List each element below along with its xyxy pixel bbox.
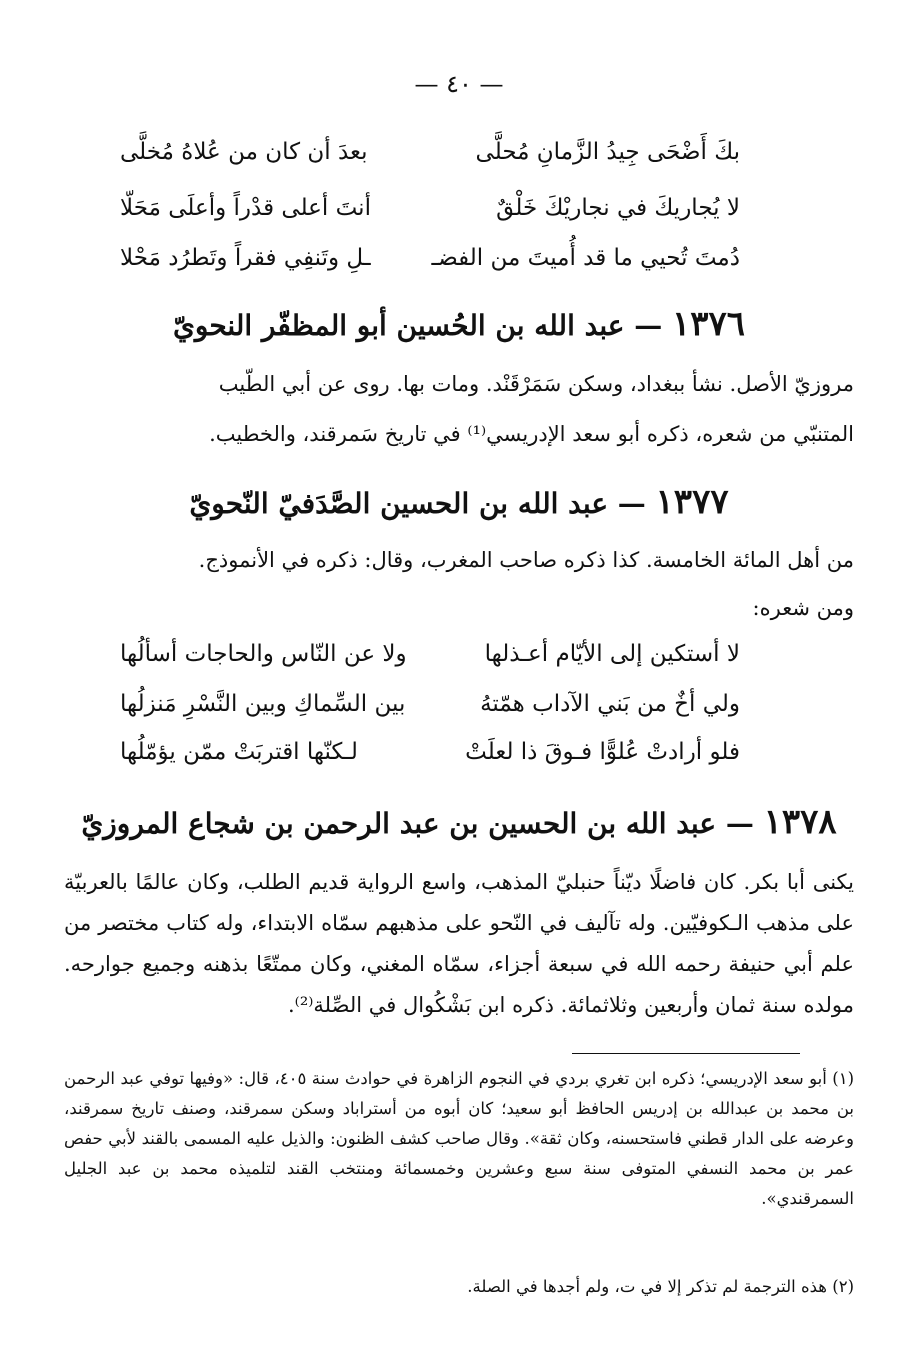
entry-dash: — xyxy=(634,309,663,342)
verse-line xyxy=(120,236,740,280)
verse-line xyxy=(120,130,740,174)
verse-hemistich-second: ـلِ وتَنفِي فقراً وتَطرُد مَحْلا xyxy=(120,245,371,271)
page-number: — ٤٠ — xyxy=(414,70,504,98)
entry-text-line: من أهل المائة الخامسة. كذا ذكره صاحب المغرب، وقال: ذكره في الأنموذج. xyxy=(198,548,854,572)
verse-hemistich-first: بكَ أَضْحَى جِيدُ الزَّمانِ مُحلَّى xyxy=(475,139,740,165)
entry-dash: — xyxy=(725,807,754,840)
entry-number: ١٣٧٦ xyxy=(671,304,746,344)
verse-line xyxy=(120,186,740,230)
verse-line xyxy=(120,730,740,774)
entry-text-line: المتنبّي من شعره، ذكره أبو سعد الإدريسي⁽¹⁾ في تاريخ سَمرقند، والخطيب. xyxy=(209,422,854,446)
verse-hemistich-first: فلو أرادتْ عُلوًّا فـوقَ ذا لعلَتْ xyxy=(465,739,740,765)
entry-text-line: مروزيّ الأصل. نشأ ببغداد، وسكن سَمَرْقَنْد. ومات بها. روى عن أبي الطّيب xyxy=(218,372,854,396)
entry-heading-1378 xyxy=(60,802,858,842)
entry-heading-1376 xyxy=(60,304,858,344)
verse-hemistich-first: دُمتَ تُحيي ما قد أُميتَ من الفضـ xyxy=(431,245,740,271)
footnote-1: (١) أبو سعد الإدريسي؛ ذكره ابن تغري بردي في النجوم الزاهرة في حوادث سنة ٤٠٥، قال: «وفيها توفي عبد الرحمن بن محمد بن عبدالله بن إدريس الحافظ أبو سعيد؛ كان أبوه من أستراباد وسكن سمرقند، وصنف تاريخ سمرقند، وعرضه على الدار قطني فاستحسنه، وكان ثقة». وقال صاحب كشف الظنون: والذيل عليه المسمى بالقند لأبي حفص عمر بن محمد النسفي المتوفى سنة سبع وعشرين وخمسمائة ومنتخب القند لتلميذه محمد بن عبد الجليل السمرقندي». xyxy=(64,1069,854,1208)
verse-hemistich-second: ولا عن النّاس والحاجات أسألُها xyxy=(120,641,407,667)
verse-hemistich-first: لا يُجاريكَ في نجاريْكَ خَلْقٌ xyxy=(496,195,740,221)
entry-heading-1377 xyxy=(60,482,858,522)
entry-name: عبد الله بن الحُسين أبو المظفّر النحويّ xyxy=(172,309,625,342)
verse-hemistich-second: بين السِّماكِ وبين النَّسْرِ مَنزلُها xyxy=(120,691,406,717)
entry-name: عبد الله بن الحسين الصَّدَفيّ النّحويّ xyxy=(189,487,609,520)
entry-number: ١٣٧٧ xyxy=(655,482,729,522)
entry-number: ١٣٧٨ xyxy=(763,802,837,842)
verse-hemistich-second: أنتَ أعلى قدْراً وأعلَى مَحَلّا xyxy=(120,195,371,221)
verse-hemistich-second: بعدَ أن كان من عُلاهُ مُخلَّى xyxy=(120,139,368,165)
verse-line xyxy=(120,682,740,726)
verse-line xyxy=(120,632,740,676)
entry-paragraph: يكنى أبا بكر. كان فاضلًا ديّناً حنبليّ المذهب، واسع الرواية قديم الطلب، وكان عالمًا بالعربيّة على مذهب الـكوفيّين. وله تآليف في النّحو على مذهبهم سمّاه الابتداء، وله كتاب مختصر من علم أبي حنيفة رحمه الله في سبعة أجزاء، سمّاه المغني، وكان ممتّعًا بذهنه وجميع جوارحه. مولده سنة ثمان وأربعين وثلاثمائة. ذكره ابن بَشْكُوال في الصِّلة⁽²⁾. xyxy=(64,870,854,1017)
footnote-divider xyxy=(572,1053,800,1054)
poem-intro: ومن شعره: xyxy=(752,596,854,620)
verse-hemistich-first: لا أستكين إلى الأيّام أعـذلها xyxy=(484,641,740,667)
verse-hemistich-second: لـكنّها اقتربَتْ ممّن يؤمّلُها xyxy=(120,739,358,765)
entry-name: عبد الله بن الحسين بن عبد الرحمن بن شجاع المروزيّ xyxy=(81,807,717,840)
entry-dash: — xyxy=(617,487,646,520)
footnote-2: (٢) هذه الترجمة لم تذكر إلا في ت، ولم أجدها في الصلة. xyxy=(467,1277,854,1296)
verse-hemistich-first: ولي أخٌ من بَني الآداب همّتهُ xyxy=(480,691,740,717)
